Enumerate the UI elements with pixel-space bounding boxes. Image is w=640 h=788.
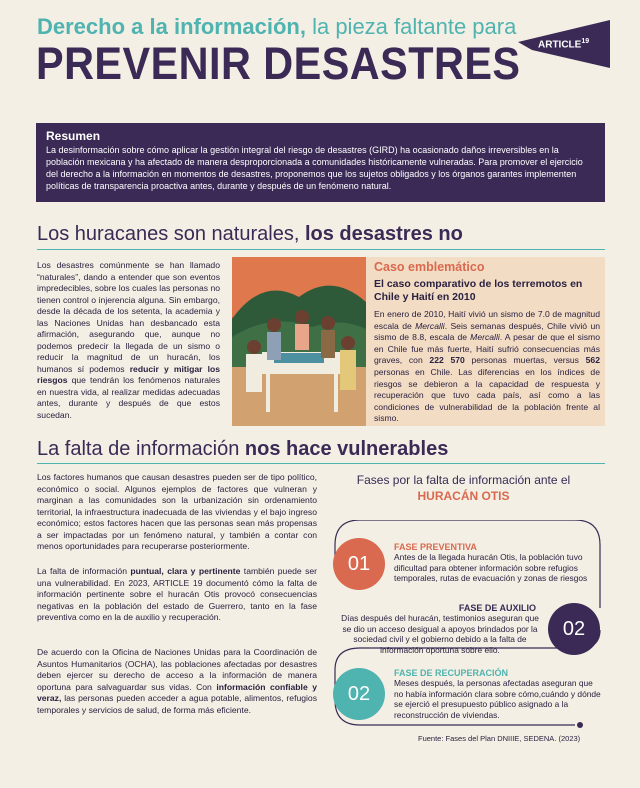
case-text xyxy=(374,309,600,425)
summary-text: La desinformación sobre cómo aplicar la gestión integral del riesgo de desastres (GIRD) ha ocasionado daños irreversibles en la población mexicana y ha afectado de manera desproporcionada a comunidades históricamente vulneradas. Para promover el ejercicio del derecho a la información en momentos de desastres, proponemos que los sujetos obligados y los órganos garantes implementen políticas de transparencia proactiva antes, durante y después de un fenómeno natural. xyxy=(46,145,583,191)
section2-p3-bold: información confiable y veraz, xyxy=(37,681,317,703)
phases-title xyxy=(322,472,605,504)
section1-paragraph xyxy=(37,260,220,421)
phase-3-name: FASE DE RECUPERACIÓN xyxy=(394,668,509,678)
phase-1-text: Antes de la llegada huracán Otis, la población tuvo dificultad para obtener información sobre refugios temporales, rutas de evacuación y zonas de riesgos xyxy=(394,552,588,583)
section2-paragraph-1: Los factores humanos que causan desastres pueden ser de tipo político, económico o social. Algunos ejemplos de factores que vulneran y marginan a las comunidades son la urbanización sin ordenamiento territorial, la infraestructura inadecuada de las viviendas y el bajo ingreso económico; estos factores hacen que las personas sean más propensas a ser impactadas por un fenómeno natural, y también a contar con menos oportunidades para recuperarse posteriormente. xyxy=(37,472,317,551)
summary-heading: Resumen xyxy=(46,129,101,143)
phase-1-name: FASE PREVENTIVA xyxy=(394,542,477,552)
section2-paragraph-2 xyxy=(37,566,317,624)
case-t3: . A pesar de que el sismo en Chile fue más fuerte, Haití sufrió consecuencias más graves, con xyxy=(374,332,600,366)
phase-3-text: Meses después, la personas afectadas aseguran que no había información clara sobre cómo,cuándo y dónde se ejerció el presupuesto público asignado a la reconstrucción de viviendas. xyxy=(394,678,601,720)
section2-divider xyxy=(37,463,605,464)
section2-p3-b: las personas pueden acceder a agua potable, alimentos, refugios temporales y servicios de salud, de forma más eficiente. xyxy=(37,693,317,715)
logo-sup: 19 xyxy=(581,38,590,45)
case-t1-i: Mercalli xyxy=(415,320,445,331)
header-title xyxy=(37,14,516,40)
phases-title-text: Fases por la falta de información ante el xyxy=(356,473,571,487)
phase-2-name: FASE DE AUXILIO xyxy=(458,603,536,613)
source-note: Fuente: Fases del Plan DNIIIE, SEDENA. (2023) xyxy=(418,734,581,743)
case-label: Caso emblemático xyxy=(374,260,485,274)
section1-divider xyxy=(37,249,605,250)
section2-heading-bold: nos hace vulnerables xyxy=(239,438,449,460)
page-title: PREVENIR DESASTRES xyxy=(36,38,521,89)
phase-3 xyxy=(394,668,604,720)
section2-heading-normal: La falta de información xyxy=(37,438,240,460)
summary-box xyxy=(36,123,605,202)
section1-para-bold: reducir y mitigar los riesgos xyxy=(37,363,220,385)
phase-1-badge: 01 xyxy=(333,538,385,590)
case-subtitle: El caso comparativo de los terremotos en Chile y Haití en 2010 xyxy=(374,278,583,303)
case-t2: . Seis semanas después, Chile vivió un sismo de 8.8, escala de xyxy=(374,320,600,343)
article19-logo xyxy=(514,20,610,68)
phase-3-badge: 02 xyxy=(333,668,385,720)
section1-para-a: Los desastres comúnmente se han llamado “naturales”, dando a entender que son eventos impredecibles, sobre los cuales las personas no tienen control o injerencia alguna. Sin embargo, desde la década de los setenta, la academia y las Naciones Unidas han desbancado esta afirmación, asegurando que, aunque no podemos predecir la llegada de un sismo o reducir la magnitud de un huracán, los humanos sí podemos xyxy=(37,260,220,374)
logo-text: ARTICLE xyxy=(538,39,582,51)
section1-para-b: que tendrán los fenómenos naturales en nuestra vida, al realizar medidas adecuadas antes, durante y después de que estos sucedan. xyxy=(37,375,220,420)
community-meeting-illustration xyxy=(232,257,366,426)
section2-heading xyxy=(37,437,448,461)
section2-p2-b: también puede ser una vulnerabilidad. En 2023, ARTICLE 19 documentó cómo la falta de información pertinente sobre el huracán Otis provocó consecuencias negativas en la población del estado de Guerrero, tanto en la fase preventiva como en la de auxilio y recuperación. xyxy=(37,566,318,622)
section1-heading-normal: Los huracanes son naturales, xyxy=(37,223,300,245)
case-t1: En enero de 2010, Haití vivió un sismo de 7.0 de magnitud escala de xyxy=(374,309,600,331)
section1-heading-bold: los desastres no xyxy=(299,223,463,245)
case-t4: personas muertas, versus xyxy=(464,355,586,366)
phase-2-text: Días después del huracán, testimonios aseguran que se dio un acceso desigual a apoyos brindados por la sociedad civil y el gobierno debido a la falta de información oportuna sobre ello. xyxy=(341,613,539,655)
phase-1 xyxy=(394,542,604,584)
section2-p3-a: De acuerdo con la Oficina de Naciones Unidas para la Coordinación de Asuntos Humanitarios (OCHA), las poblaciones afectadas por desastres deben ejercer su derecho de acceso a la información de manera oportuna para salvaguardar sus vidas. Con xyxy=(37,647,317,692)
case-n1: 222 570 xyxy=(429,355,465,366)
header-title-rest: la pieza faltante para xyxy=(305,14,517,39)
section2-p2-a: La falta de información xyxy=(37,566,131,576)
header-title-bold: Derecho a la información, xyxy=(37,14,306,39)
section1-heading xyxy=(37,222,463,246)
case-n2: 562 xyxy=(585,355,600,366)
phase-2 xyxy=(340,603,540,655)
case-box xyxy=(232,257,605,426)
case-t5: personas en Chile. Las diferencias en los índices de riesgos se debieron a la capacidad de respuesta y recuperación que tuvo cada país, así como a las condiciones de vulnerabilidad de la población frente al sismo. xyxy=(374,366,600,424)
section2-paragraph-3 xyxy=(37,647,317,716)
case-t2-i: Mercalli xyxy=(470,332,500,343)
section2-p2-bold: puntual, clara y pertinente xyxy=(130,566,241,576)
phases-title-bold: HURACÁN OTIS xyxy=(417,489,510,503)
phase-2-badge: 02 xyxy=(548,603,600,655)
